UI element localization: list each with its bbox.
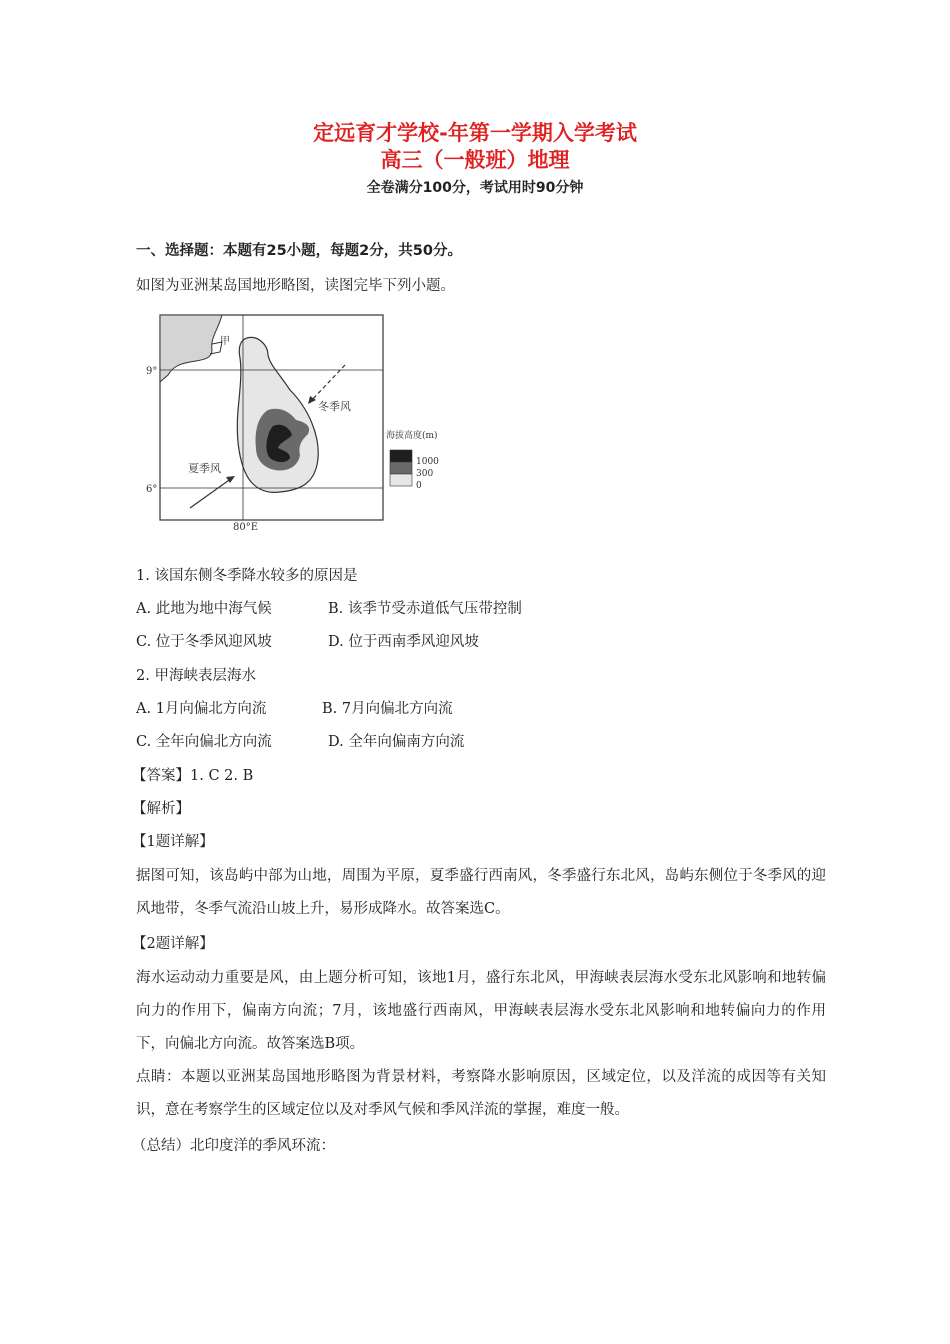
legend-swatch-mid <box>390 462 412 474</box>
section-intro: 如图为亚洲某岛国地形略图，读图完毕下列小题。 <box>136 278 455 294</box>
summer-monsoon-label: 夏季风 <box>188 462 221 475</box>
winter-monsoon-label: 冬季风 <box>318 400 351 413</box>
q2-detail-label: 【2题详解】 <box>132 936 214 952</box>
analysis-comment: 点睛：本题以亚洲某岛国地形略图为背景材料，考察降水影响原因，区域定位，以及洋流的成因等有关知识，意在考察学生的区域定位以及对季风气候和季风洋流的掌握，难度一般。 <box>136 1069 826 1118</box>
answer-line: 【答案】1. C 2. B <box>132 768 254 784</box>
lat-label-6: 6° <box>146 484 158 495</box>
island-terrain-map <box>140 310 470 535</box>
q2-option-c: C. 全年向偏北方向流 <box>136 734 272 750</box>
q1-option-a: A. 此地为地中海气候 <box>136 601 272 617</box>
q1-option-b: B. 该季节受赤道低气压带控制 <box>328 601 522 617</box>
summary-line: （总结）北印度洋的季风环流： <box>132 1138 335 1154</box>
q1-detail-text: 据图可知，该岛屿中部为山地，周围为平原，夏季盛行西南风，冬季盛行东北风，岛屿东侧位于冬季风的迎风地带，冬季气流沿山坡上升，易形成降水。故答案选C。 <box>136 868 826 917</box>
exam-title-line1: 定远育才学校-年第一学期入学考试 <box>313 121 637 145</box>
q1-detail-label: 【1题详解】 <box>132 834 214 850</box>
exam-subtitle: 全卷满分100分，考试用时90分钟 <box>366 180 584 196</box>
q2-option-b: B. 7月向偏北方向流 <box>322 701 453 717</box>
q1-option-d: D. 位于西南季风迎风坡 <box>328 634 479 650</box>
question-1-stem: 1. 该国东侧冬季降水较多的原因是 <box>136 568 358 584</box>
q2-detail-text: 海水运动动力重要是风，由上题分析可知，该地1月，盛行东北风，甲海峡表层海水受东北风影响和地转偏向力的作用下，偏南方向流；7月，该地盛行西南风，甲海峡表层海水受东北风影响和地转偏向力的作用下，向偏北方向流。故答案选B项。 <box>136 970 826 1052</box>
question-2-stem: 2. 甲海峡表层海水 <box>136 668 256 684</box>
q2-option-a: A. 1月向偏北方向流 <box>136 701 267 717</box>
lat-label-9: 9° <box>146 366 158 377</box>
legend-swatch-low <box>390 474 412 486</box>
legend-title: 海拔高度(m) <box>386 431 438 441</box>
analysis-label: 【解析】 <box>132 801 190 817</box>
legend-swatch-high <box>390 450 412 462</box>
legend-1000: 1000 <box>416 457 439 467</box>
title-block <box>0 120 950 202</box>
lon-label-80e: 80°E <box>233 522 259 533</box>
map-label-jia: 甲 <box>220 336 230 347</box>
q1-option-c: C. 位于冬季风迎风坡 <box>136 634 272 650</box>
legend-0: 0 <box>416 481 422 491</box>
legend-300: 300 <box>416 469 434 479</box>
q2-option-d: D. 全年向偏南方向流 <box>328 734 465 750</box>
section-heading: 一、选择题：本题有25小题，每题2分，共50分。 <box>136 243 462 259</box>
exam-title-line2: 高三（一般班）地理 <box>380 148 570 172</box>
